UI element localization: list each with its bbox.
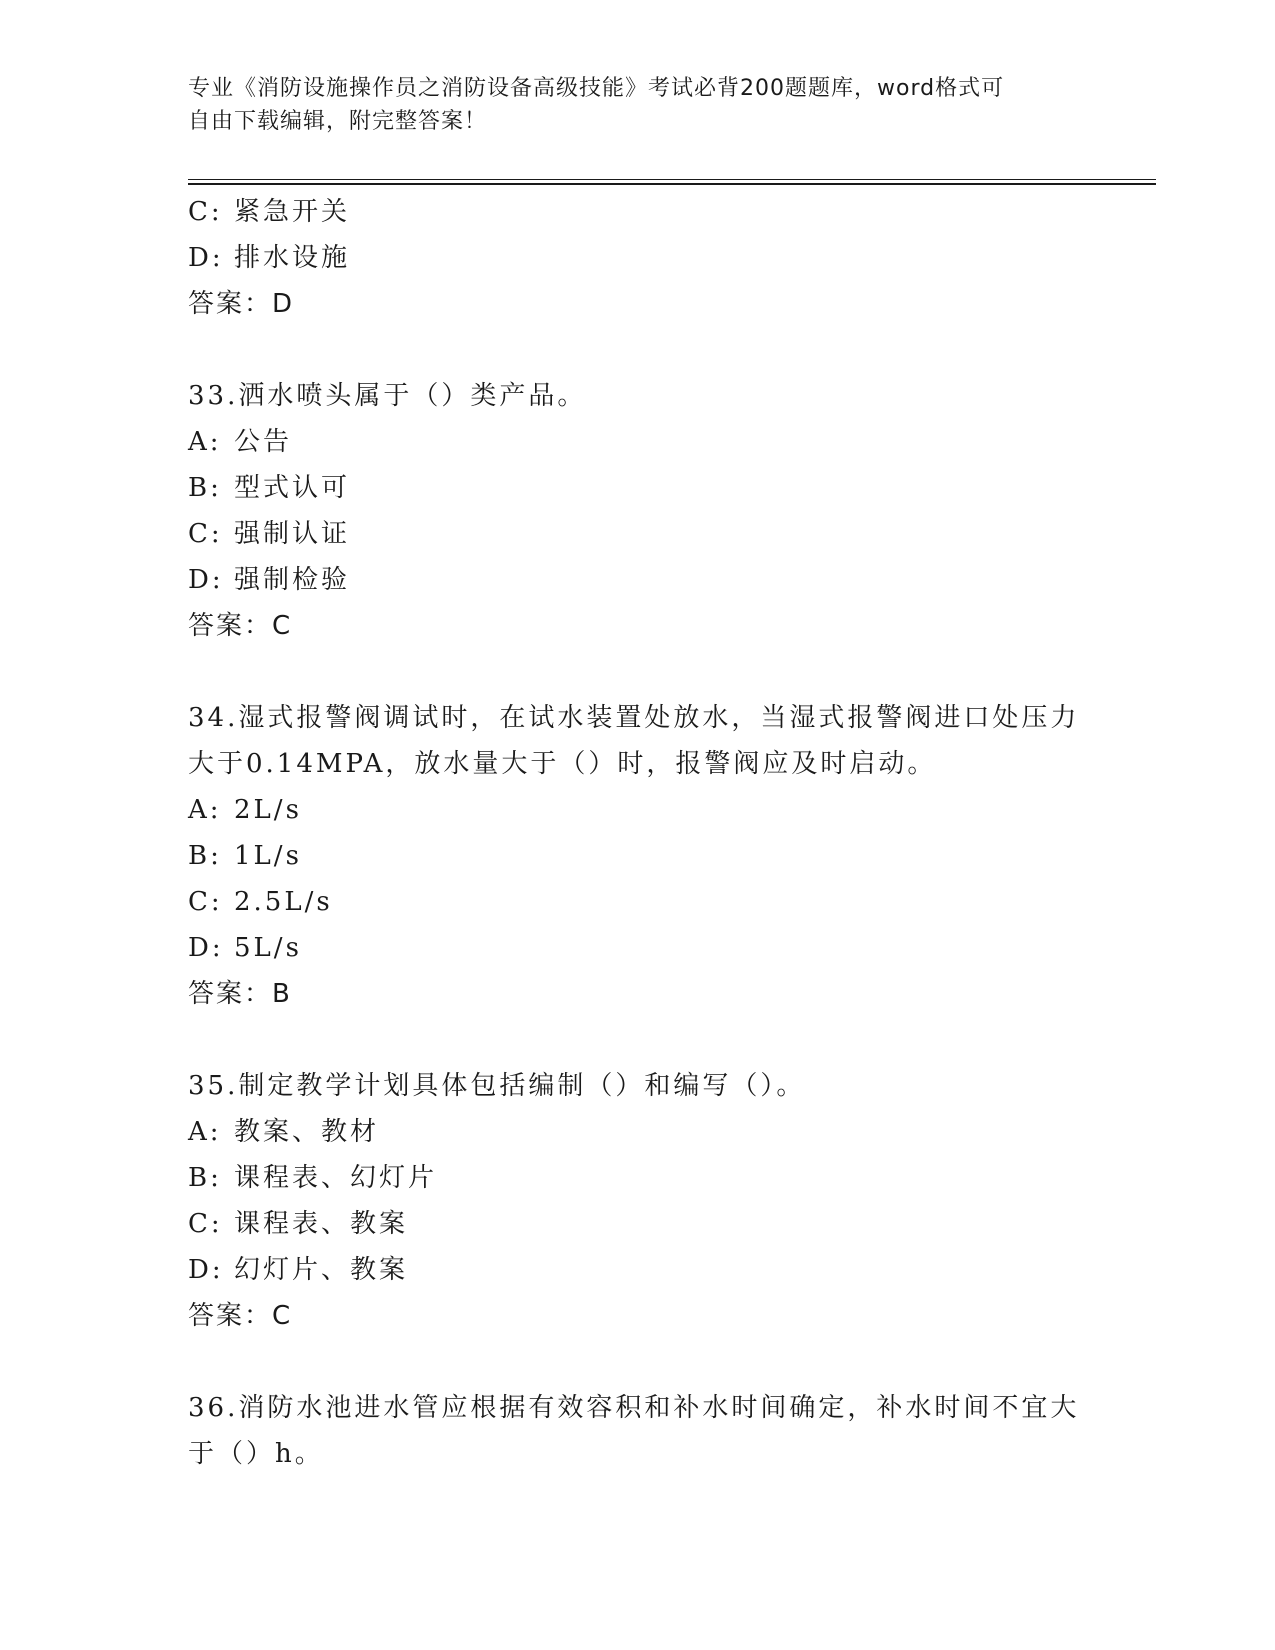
question-stem: 34.湿式报警阀调试时，在试水装置处放水，当湿式报警阀进口处压力 xyxy=(188,703,1080,733)
option-prefix: C: xyxy=(188,1209,223,1239)
option-c xyxy=(188,879,1088,925)
option-d xyxy=(188,557,1088,603)
option-prefix: D: xyxy=(188,1255,224,1285)
option-text: 课程表、教案 xyxy=(234,1209,409,1239)
option-text: 型式认可 xyxy=(234,473,351,503)
option-text: 紧急开关 xyxy=(234,197,351,227)
option-text: 5L/s xyxy=(234,933,302,963)
option-text: 2L/s xyxy=(234,795,302,825)
option-text: 1L/s xyxy=(234,841,302,871)
question-stem-continued: 于（）h。 xyxy=(188,1439,324,1469)
option-d xyxy=(188,925,1088,971)
option-text: 课程表、幻灯片 xyxy=(234,1163,438,1193)
question-stem: 36.消防水池进水管应根据有效容积和补水时间确定，补水时间不宜大 xyxy=(188,1393,1080,1423)
option-c xyxy=(188,189,1088,235)
option-prefix: A: xyxy=(188,795,222,825)
option-prefix: C: xyxy=(188,519,223,549)
option-a xyxy=(188,787,1088,833)
question-36 xyxy=(188,1385,1088,1477)
option-d xyxy=(188,235,1088,281)
question-stem: 35.制定教学计划具体包括编制（）和编写（）。 xyxy=(188,1071,806,1101)
option-text: 2.5L/s xyxy=(234,887,333,917)
answer-line: 答案：B xyxy=(188,979,292,1009)
question-stem-continued: 大于0.14MPA，放水量大于（）时，报警阀应及时启动。 xyxy=(188,749,937,779)
question-35 xyxy=(188,1063,1088,1339)
option-a xyxy=(188,1109,1088,1155)
option-prefix: C: xyxy=(188,197,223,227)
question-32-tail xyxy=(188,189,1088,327)
header-divider-thin xyxy=(188,179,1156,180)
option-prefix: B: xyxy=(188,841,222,871)
option-a xyxy=(188,419,1088,465)
question-34 xyxy=(188,695,1088,1017)
document-header xyxy=(188,72,1068,138)
question-stem: 33.洒水喷头属于（）类产品。 xyxy=(188,381,587,411)
question-list xyxy=(188,189,1088,1477)
header-divider-thick xyxy=(188,183,1156,185)
option-prefix: A: xyxy=(188,427,222,457)
answer-line: 答案：C xyxy=(188,1301,293,1331)
option-text: 教案、教材 xyxy=(234,1117,380,1147)
option-prefix: D: xyxy=(188,565,224,595)
header-line-2: 自由下载编辑，附完整答案！ xyxy=(188,109,488,134)
option-d xyxy=(188,1247,1088,1293)
option-b xyxy=(188,1155,1088,1201)
question-33 xyxy=(188,373,1088,649)
option-text: 强制认证 xyxy=(234,519,351,549)
option-text: 公告 xyxy=(234,427,293,457)
option-text: 幻灯片、教案 xyxy=(234,1255,409,1285)
option-prefix: D: xyxy=(188,933,224,963)
option-c xyxy=(188,511,1088,557)
option-prefix: C: xyxy=(188,887,223,917)
option-text: 排水设施 xyxy=(234,243,351,273)
option-b xyxy=(188,465,1088,511)
option-prefix: D: xyxy=(188,243,224,273)
option-prefix: B: xyxy=(188,1163,222,1193)
header-line-1: 专业《消防设施操作员之消防设备高级技能》考试必背200题题库，word格式可 xyxy=(188,76,1005,101)
option-b xyxy=(188,833,1088,879)
option-prefix: B: xyxy=(188,473,222,503)
option-c xyxy=(188,1201,1088,1247)
option-text: 强制检验 xyxy=(234,565,351,595)
answer-line: 答案：C xyxy=(188,611,293,641)
answer-line: 答案：D xyxy=(188,289,295,319)
option-prefix: A: xyxy=(188,1117,222,1147)
